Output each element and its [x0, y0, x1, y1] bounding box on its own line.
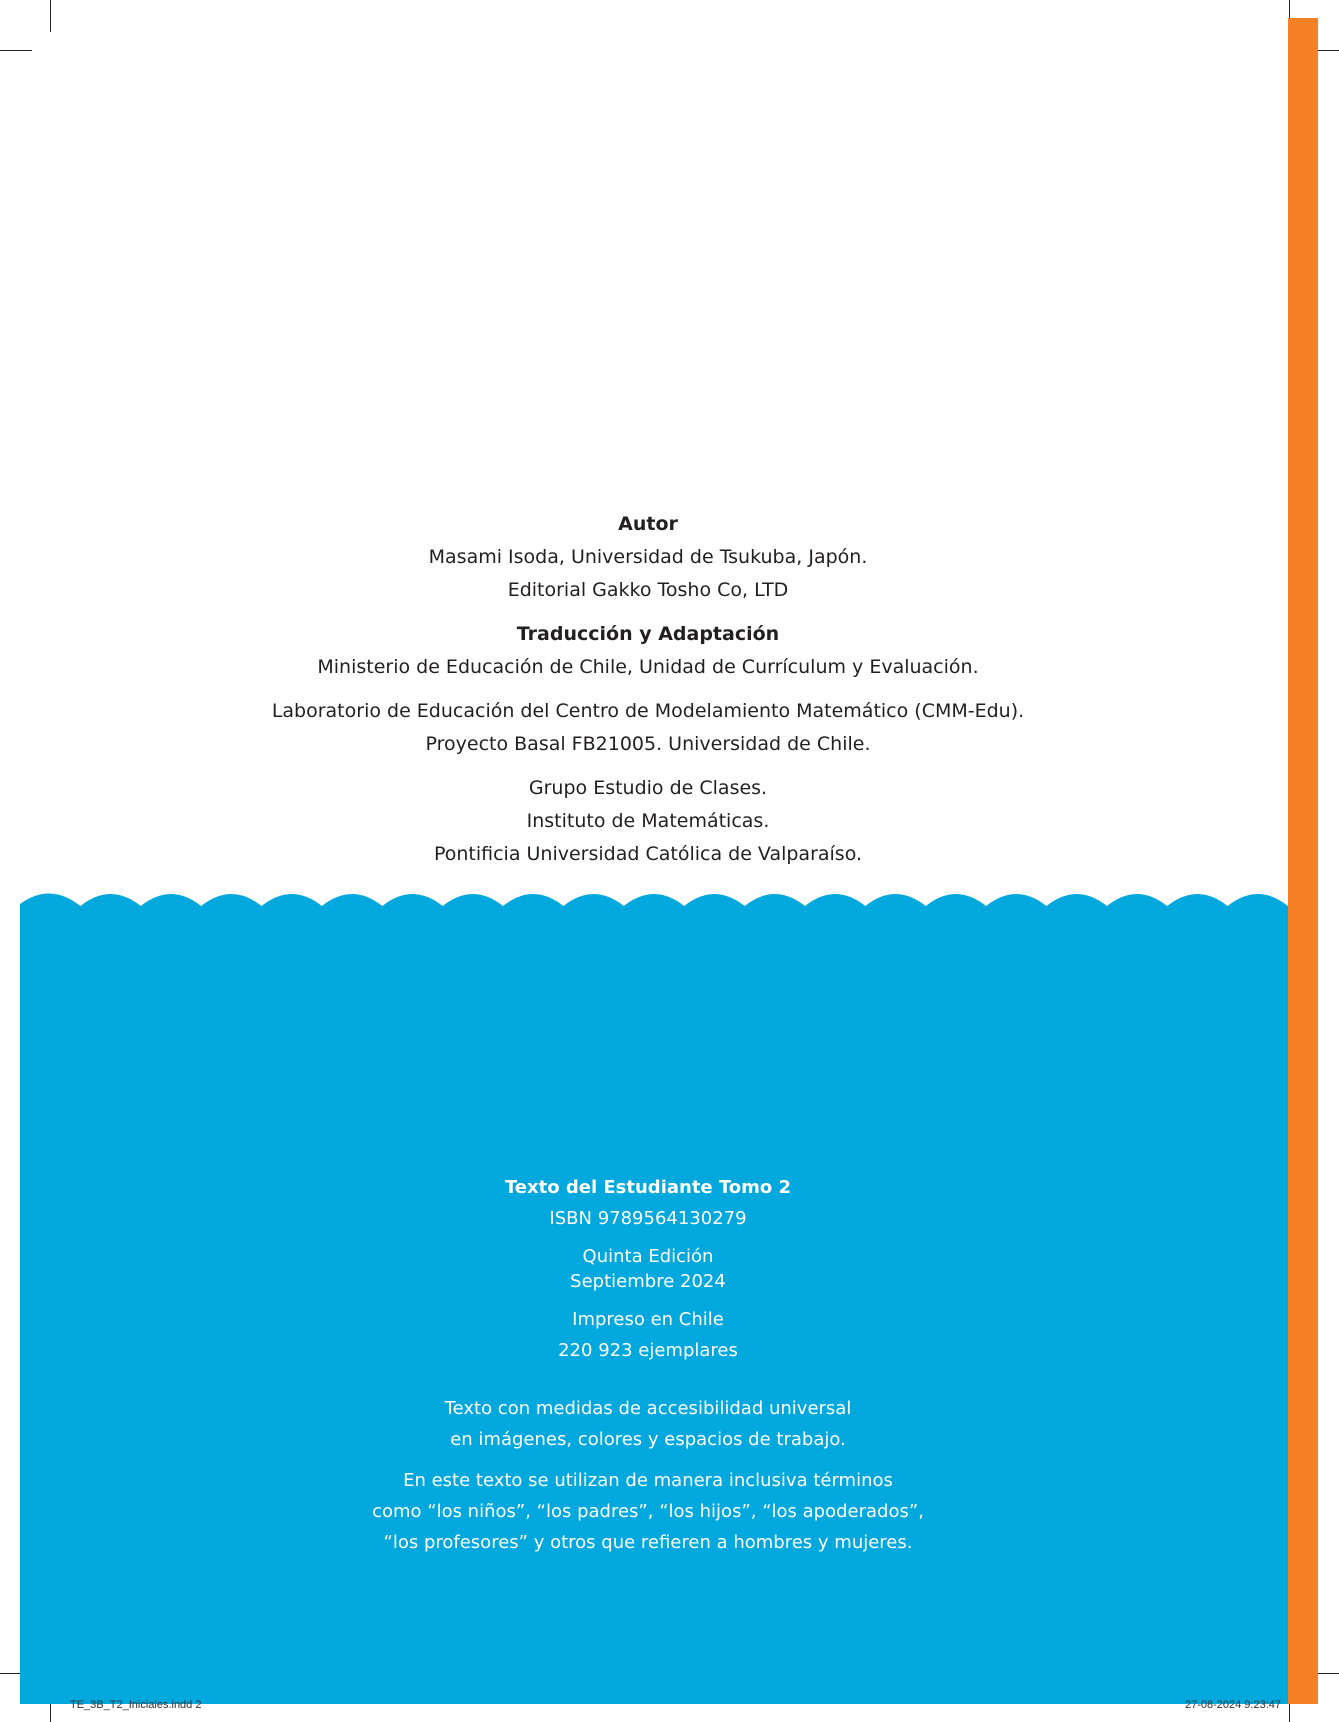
author-heading: Autor [618, 513, 678, 535]
edition-date: Septiembre 2024 [570, 1271, 726, 1292]
lab-line: Proyecto Basal FB21005. Universidad de Chile. [425, 733, 871, 755]
inclusive-line: En este texto se utilizan de manera inclusiva términos [403, 1470, 893, 1491]
printed-in: Impreso en Chile [572, 1309, 724, 1330]
inclusive-line: como “los niños”, “los padres”, “los hijos”, “los apoderados”, [372, 1501, 924, 1522]
translation-heading: Traducción y Adaptación [516, 623, 780, 645]
group-line: Grupo Estudio de Clases. [528, 777, 768, 799]
group-line: Pontificia Universidad Católica de Valparaíso. [433, 843, 863, 865]
author-line: Editorial Gakko Tosho Co, LTD [507, 579, 789, 601]
crop-mark [0, 50, 32, 51]
accessibility-line: Texto con medidas de accesibilidad universal [444, 1398, 852, 1419]
isbn: ISBN 9789564130279 [549, 1208, 747, 1229]
imprint-text [0, 1172, 1296, 1558]
slug-filename: TE_3B_T2_Iniciales.indd 2 [70, 1699, 202, 1711]
author-line: Masami Isoda, Universidad de Tsukuba, Japón. [428, 546, 868, 568]
group-line: Instituto de Matemáticas. [526, 810, 770, 832]
accessibility-line: en imágenes, colores y espacios de trabajo. [450, 1429, 846, 1450]
edition: Quinta Edición [582, 1246, 714, 1267]
lab-line: Laboratorio de Educación del Centro de Modelamiento Matemático (CMM-Edu). [271, 700, 1025, 722]
crop-mark [50, 0, 51, 32]
credits-block [0, 508, 1296, 871]
translation-line: Ministerio de Educación de Chile, Unidad de Currículum y Evaluación. [317, 656, 979, 678]
copies: 220 923 ejemplares [558, 1340, 738, 1361]
inclusive-line: “los profesores” y otros que refieren a hombres y mujeres. [383, 1532, 913, 1553]
book-title: Texto del Estudiante Tomo 2 [504, 1177, 792, 1198]
wave-edge [20, 892, 1288, 918]
slug-timestamp: 27-08-2024 9:23:47 [1184, 1699, 1281, 1711]
